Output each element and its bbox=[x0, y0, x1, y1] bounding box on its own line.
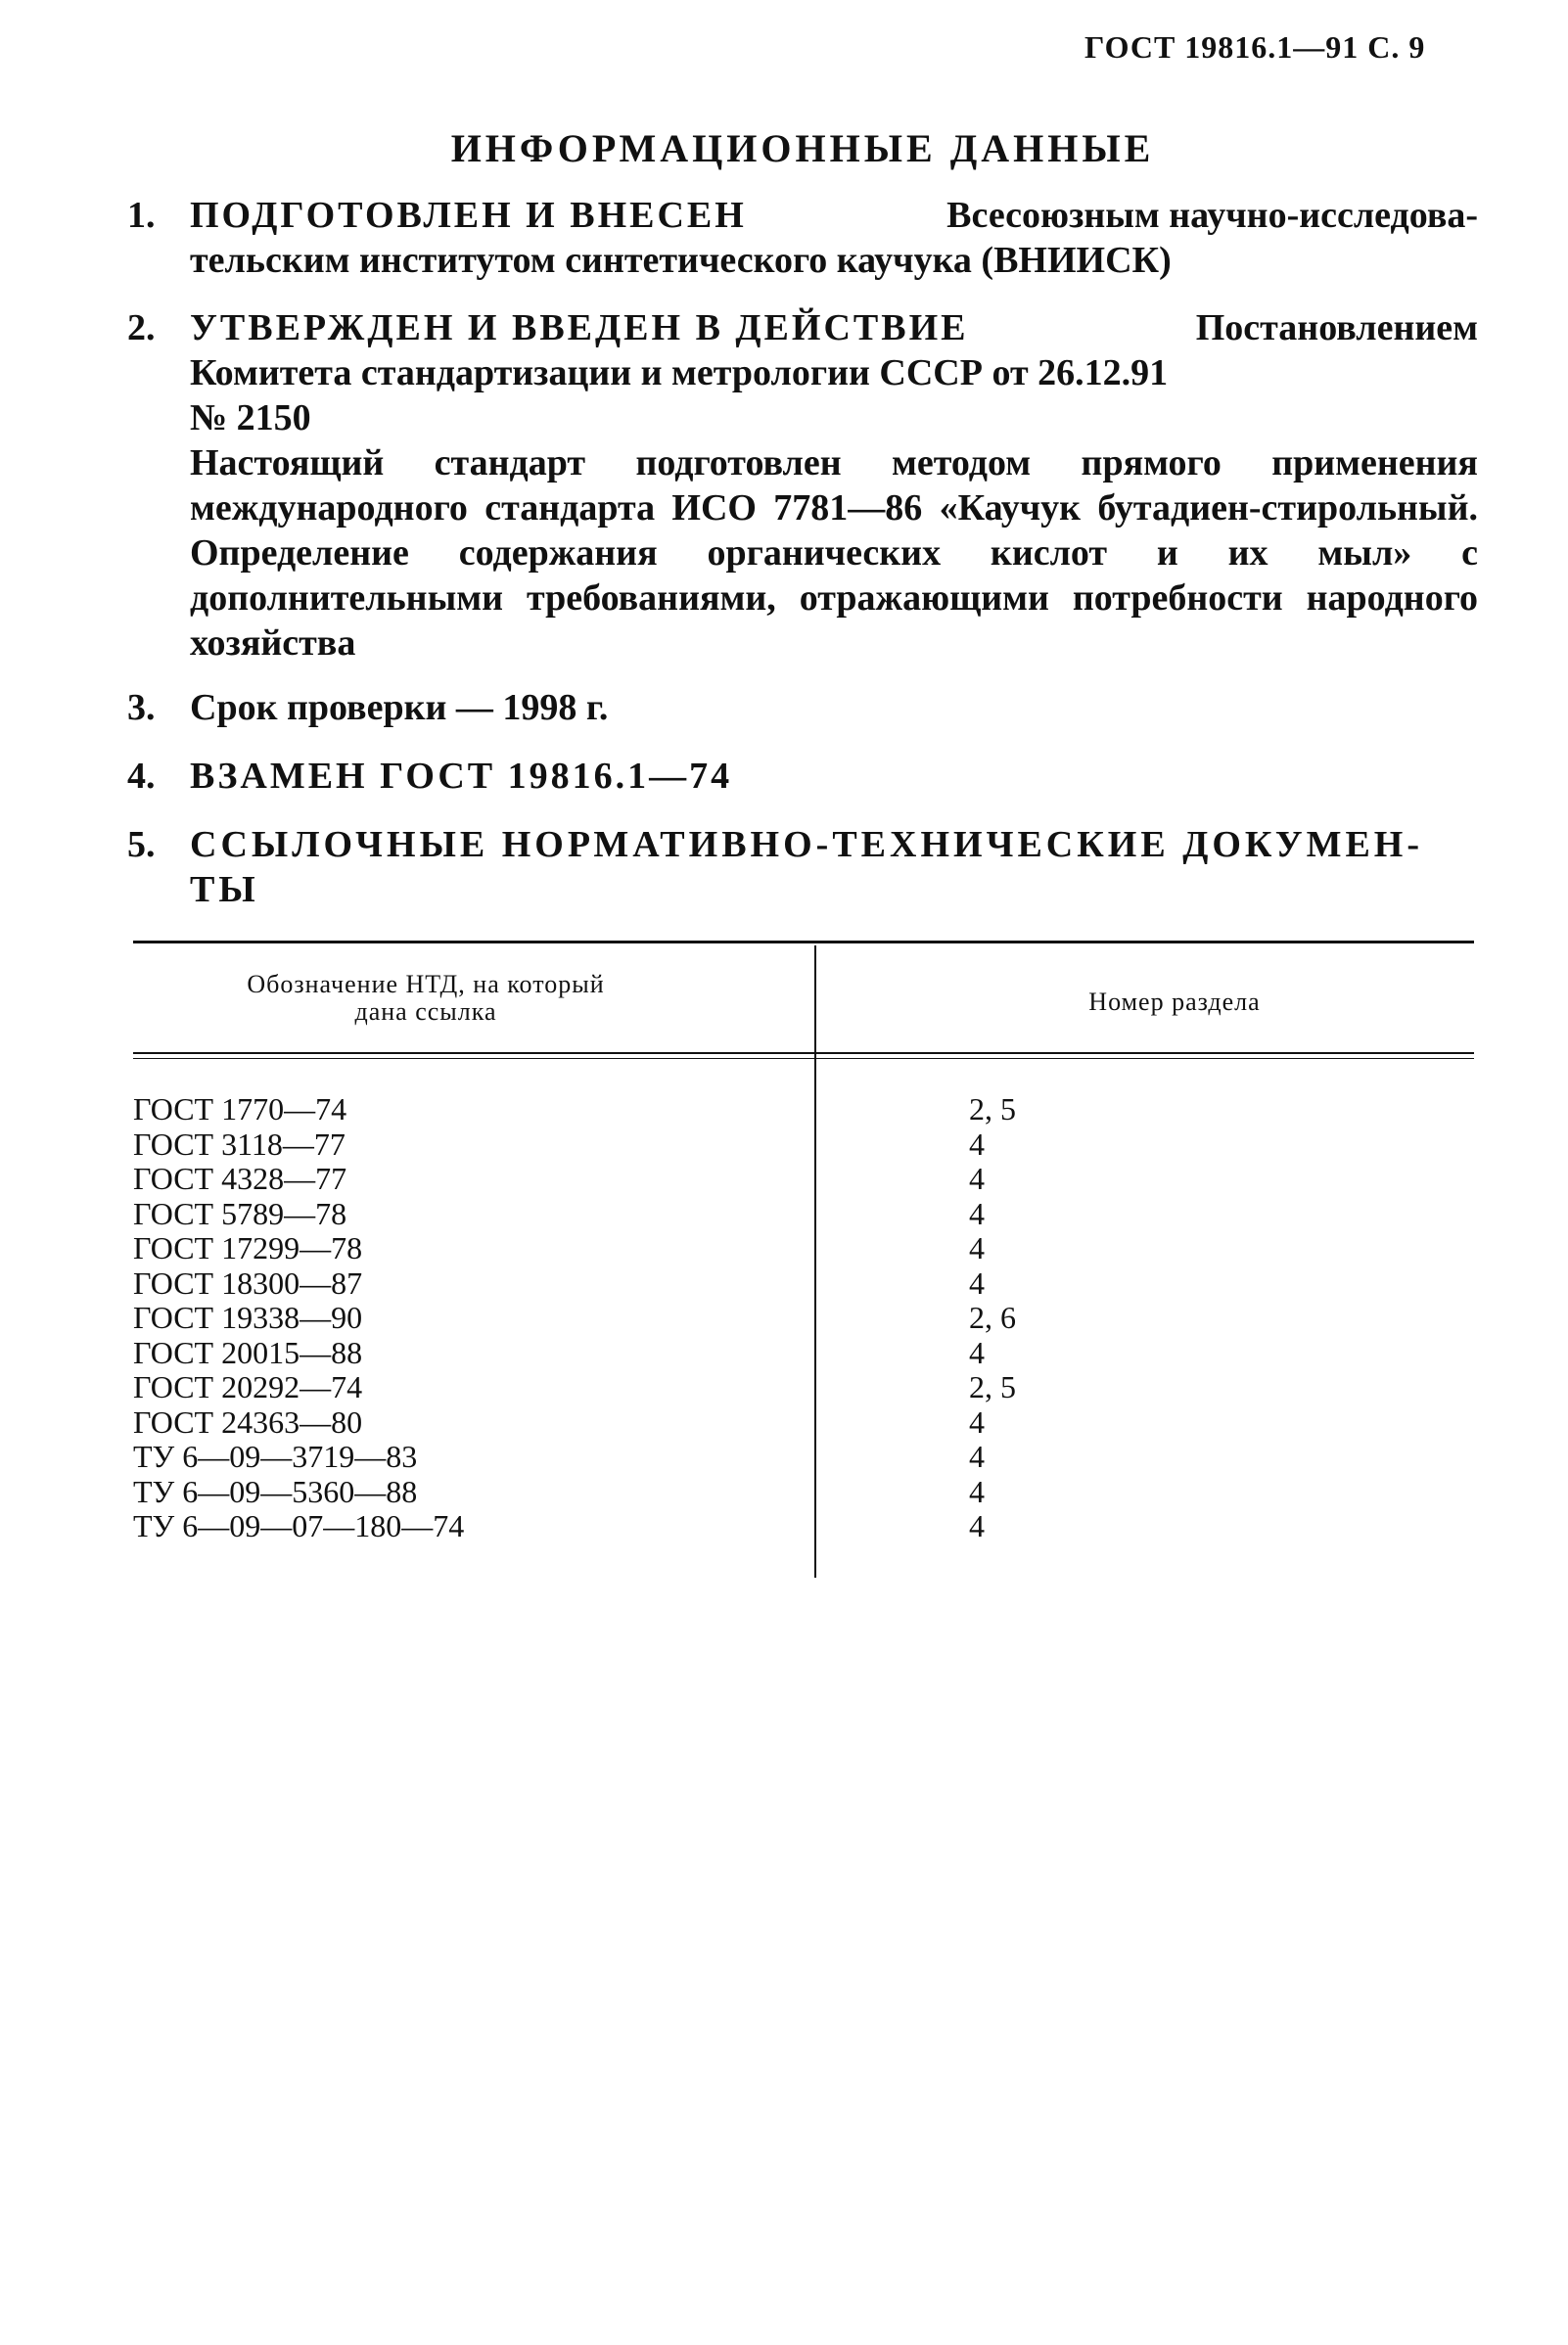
item-text: ССЫЛОЧНЫЕ НОРМАТИВНО-ТЕХНИЧЕСКИЕ ДОКУМЕН- bbox=[190, 824, 1424, 865]
item-text-line: Комитета стандартизации и метрологии СССР от 26.12.91 bbox=[190, 352, 1169, 393]
table-cell-document: ГОСТ 18300—87 bbox=[133, 1265, 363, 1301]
table-cell-section: 2, 5 bbox=[969, 1091, 1016, 1127]
table-cell-document: ТУ 6—09—07—180—74 bbox=[133, 1508, 465, 1543]
table-cell-section: 2, 6 bbox=[969, 1300, 1016, 1335]
item-text-line: № 2150 bbox=[190, 397, 311, 438]
item-paragraph: Настоящий стандарт подготовлен методом прямого применения международного стандарта ИСО 7781—86 «Каучук бутадиен-стирольный. Определение содержания органических кислот и их мыл» с дополнительными требованиями, отражающими потребности народного хозяйства bbox=[190, 442, 1478, 664]
table-cell-section: 2, 5 bbox=[969, 1369, 1016, 1404]
table-cell-section: 4 bbox=[969, 1508, 985, 1543]
table-cell-document: ГОСТ 20292—74 bbox=[133, 1369, 363, 1404]
table-cell-document: ГОСТ 4328—77 bbox=[133, 1161, 347, 1196]
table-header-rule-double bbox=[133, 1058, 1474, 1059]
table-cell-section: 4 bbox=[969, 1404, 985, 1440]
table-cell-document: ТУ 6—09—3719—83 bbox=[133, 1439, 418, 1474]
table-cell-document: ГОСТ 20015—88 bbox=[133, 1335, 363, 1370]
table-cell-document: ГОСТ 17299—78 bbox=[133, 1230, 363, 1265]
table-header-col1 bbox=[176, 971, 675, 1026]
item-number: 3. bbox=[127, 687, 156, 728]
info-item-2 bbox=[127, 305, 1478, 677]
table-cell-section: 4 bbox=[969, 1230, 985, 1265]
table-header-col2: Номер раздела bbox=[1088, 988, 1261, 1016]
item-text-line: тельским институтом синтетического каучука (ВНИИСК) bbox=[190, 240, 1172, 281]
item-text: Срок проверки — 1998 г. bbox=[190, 687, 609, 728]
item-number: 1. bbox=[127, 195, 156, 236]
item-caps-heading: УТВЕРЖДЕН И ВВЕДЕН В ДЕЙСТВИЕ bbox=[190, 307, 969, 348]
info-item-4 bbox=[127, 754, 1478, 803]
page-header-reference: ГОСТ 19816.1—91 С. 9 bbox=[1084, 29, 1426, 65]
item-number: 4. bbox=[127, 756, 156, 797]
info-item-3 bbox=[127, 685, 1478, 734]
info-item-1 bbox=[127, 193, 1478, 291]
table-cell-document: ГОСТ 19338—90 bbox=[133, 1300, 363, 1335]
page-title: ИНФОРМАЦИОННЫЕ ДАННЫЕ bbox=[450, 126, 1155, 170]
item-text: Всесоюзным научно-исследова- bbox=[946, 195, 1478, 236]
table-cell-section: 4 bbox=[969, 1127, 985, 1162]
info-item-5 bbox=[127, 822, 1478, 920]
item-text: ВЗАМЕН ГОСТ 19816.1—74 bbox=[190, 756, 733, 797]
table-cell-section: 4 bbox=[969, 1196, 985, 1231]
table-cell-document: ГОСТ 3118—77 bbox=[133, 1127, 346, 1162]
table-cell-document: ГОСТ 24363—80 bbox=[133, 1404, 363, 1440]
table-column-divider bbox=[814, 945, 816, 1578]
col1-header-line1: Обозначение НТД, на который bbox=[247, 970, 605, 998]
col1-header-line2: дана ссылка bbox=[354, 997, 497, 1026]
table-header-rule bbox=[133, 1052, 1474, 1054]
table-cell-section: 4 bbox=[969, 1265, 985, 1301]
table-cell-document: ТУ 6—09—5360—88 bbox=[133, 1474, 418, 1509]
table-cell-document: ГОСТ 1770—74 bbox=[133, 1091, 347, 1127]
item-text-continuation: ТЫ bbox=[190, 869, 259, 910]
item-number: 2. bbox=[127, 307, 156, 348]
table-top-rule bbox=[133, 941, 1474, 943]
table-cell-section: 4 bbox=[969, 1161, 985, 1196]
table-cell-section: 4 bbox=[969, 1474, 985, 1509]
item-text: Постановлением bbox=[1195, 307, 1478, 348]
table-cell-section: 4 bbox=[969, 1439, 985, 1474]
item-caps-heading: ПОДГОТОВЛЕН И ВНЕСЕН bbox=[190, 195, 747, 236]
table-cell-document: ГОСТ 5789—78 bbox=[133, 1196, 347, 1231]
item-number: 5. bbox=[127, 824, 156, 865]
table-cell-section: 4 bbox=[969, 1335, 985, 1370]
